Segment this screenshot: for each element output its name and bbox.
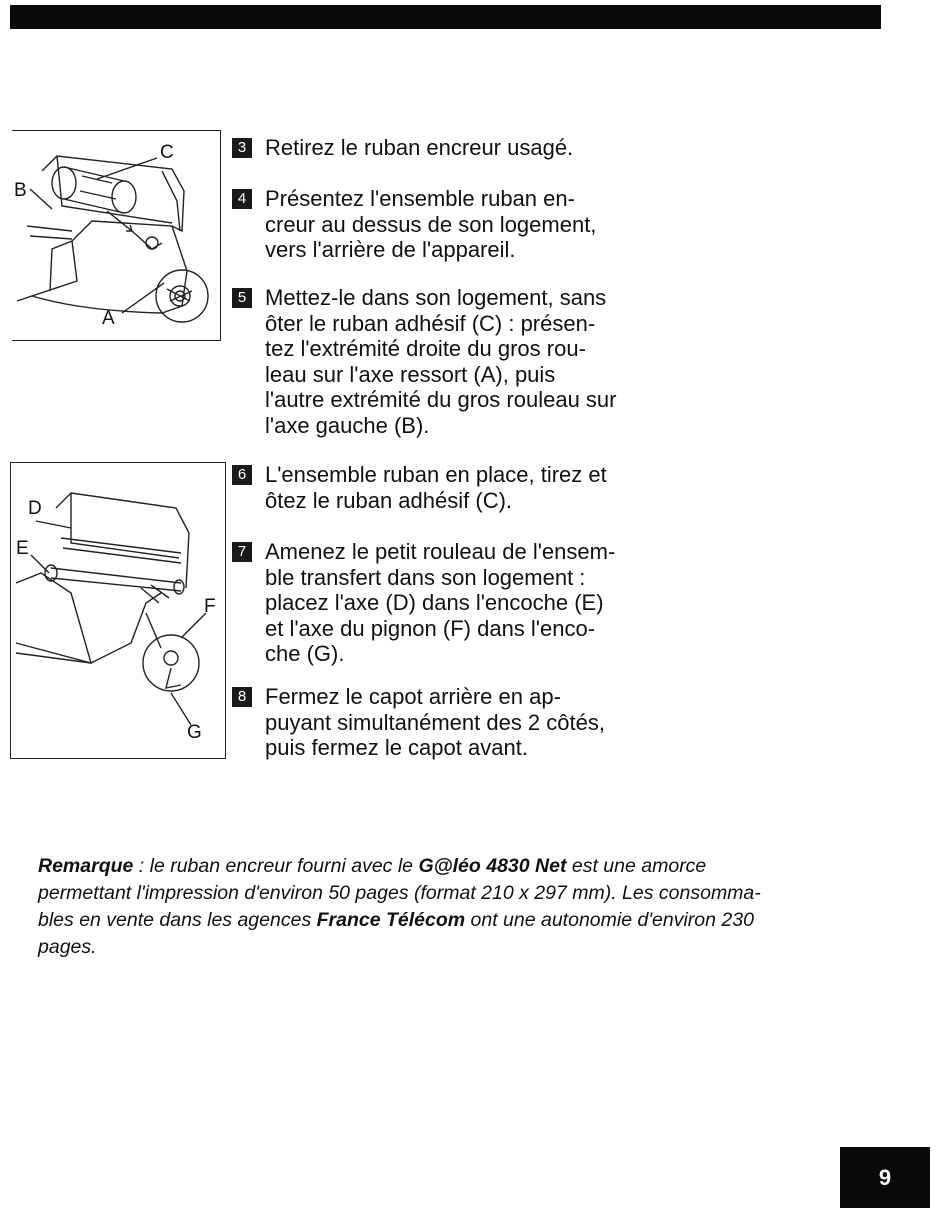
fax-ribbon-illustration [12, 131, 220, 340]
figure-ribbon-insertion [12, 130, 221, 341]
step-text-line: leau sur l'axe ressort (A), puis [265, 361, 556, 387]
company-name: France Télécom [316, 909, 466, 931]
note-line-3 [38, 907, 858, 934]
product-name: G@léo 4830 Net [418, 855, 567, 877]
step-text-line: Mettez-le dans son logement, sans [265, 285, 607, 310]
step-7 [232, 539, 652, 667]
step-text-line: Fermez le capot arrière en ap- [265, 684, 561, 709]
note-line-1 [38, 853, 858, 880]
step-number-badge: 6 [232, 465, 252, 485]
step-text-line: ôter le ruban adhésif (C) : présen- [265, 310, 596, 336]
step-text-line: ôtez le ruban adhésif (C). [265, 487, 513, 513]
note-label: Remarque [38, 855, 134, 877]
label-g: G [187, 722, 202, 743]
step-text-line: Présentez l'ensemble ruban en- [265, 186, 575, 211]
header-bar [10, 5, 881, 29]
label-c: C [160, 142, 174, 163]
step-5 [232, 285, 652, 438]
note-line-2: permettant l'impression d'environ 50 pages (format 210 x 297 mm). Les consomma- [38, 882, 761, 904]
label-f: F [204, 596, 216, 617]
label-e: E [16, 538, 29, 559]
step-number-badge: 8 [232, 687, 252, 707]
label-d: D [28, 498, 42, 519]
page-number [840, 1147, 930, 1208]
note-text: ont une autonomie d'environ 230 [465, 909, 754, 931]
step-text-line: et l'axe du pignon (F) dans l'enco- [265, 615, 596, 641]
step-text-line: L'ensemble ruban en place, tirez et [265, 462, 607, 487]
step-6 [232, 462, 652, 513]
step-text-line: che (G). [265, 641, 345, 666]
fax-transfer-illustration [11, 463, 225, 758]
label-a: A [102, 308, 115, 329]
step-text-line: vers l'arrière de l'appareil. [265, 237, 516, 262]
step-text-line: Amenez le petit rouleau de l'ensem- [265, 539, 616, 564]
step-text-line: ble transfert dans son logement : [265, 564, 586, 590]
note-text: est une amorce [566, 855, 707, 877]
step-number-badge: 7 [232, 542, 252, 562]
note-text: bles en vente dans les agences [38, 909, 317, 931]
step-text-line: creur au dessus de son logement, [265, 211, 597, 237]
step-text-line: l'autre extrémité du gros rouleau sur [265, 387, 617, 412]
note-line-4: pages. [38, 936, 97, 958]
note-text: : le ruban encreur fourni avec le [133, 855, 419, 877]
step-text-line: tez l'extrémité droite du gros rou- [265, 336, 586, 361]
remark-note [38, 853, 858, 961]
step-text-line: puis fermez le capot avant. [265, 735, 528, 760]
step-number-badge: 4 [232, 189, 252, 209]
page-number-text: 9 [878, 1164, 892, 1190]
step-8 [232, 684, 652, 761]
step-4 [232, 186, 652, 263]
step-3 [232, 135, 652, 161]
step-number-badge: 3 [232, 138, 252, 158]
step-text-line: l'axe gauche (B). [265, 412, 430, 438]
step-text-line: puyant simultanément des 2 côtés, [265, 709, 605, 735]
figure-transfer-roller [10, 462, 226, 759]
step-text-line: Retirez le ruban encreur usagé. [265, 135, 574, 160]
step-text-line: placez l'axe (D) dans l'encoche (E) [265, 590, 604, 615]
label-b: B [14, 180, 27, 201]
step-number-badge: 5 [232, 288, 252, 308]
